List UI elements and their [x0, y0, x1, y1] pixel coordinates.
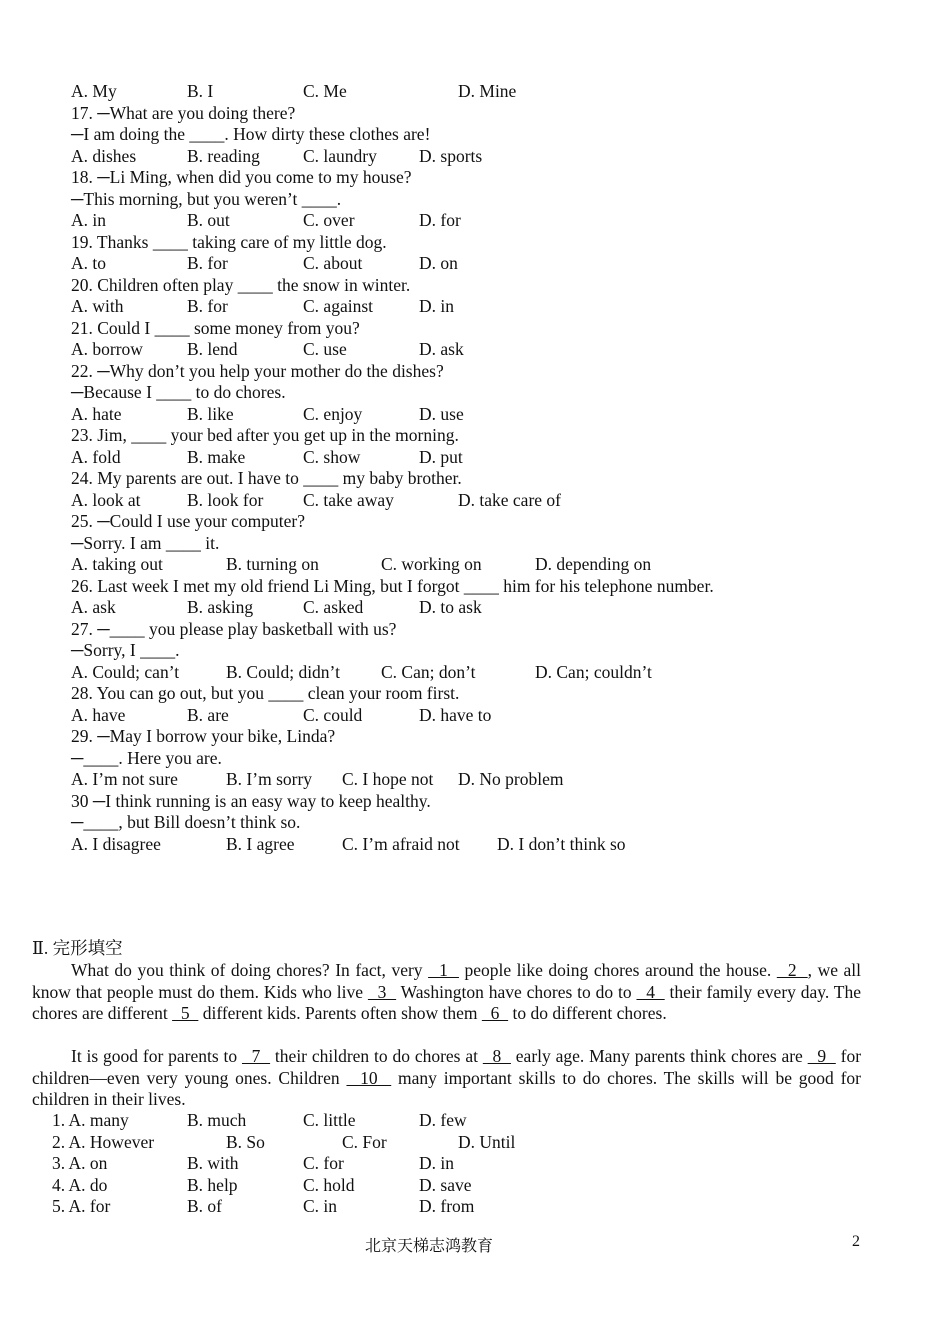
answer-option: D. ask	[419, 339, 464, 359]
section-heading: Ⅱ. 完形填空	[32, 938, 123, 958]
passage-text: different kids. Parents often show them	[198, 1003, 482, 1023]
answer-option: C. over	[303, 210, 355, 230]
answer-option: C. against	[303, 296, 373, 316]
passage-text: , we all know that people must do them. Kids who live	[32, 960, 862, 1002]
answer-option: C. working on	[381, 554, 482, 574]
page-number: 2	[852, 1233, 860, 1250]
answer-option: A. to	[71, 253, 106, 273]
answer-option: D. use	[419, 403, 464, 424]
question-text: 26. Last week I met my old friend Li Ming, but I forgot ____ him for his telephone number.	[71, 575, 714, 596]
answer-option: B. out	[187, 210, 230, 230]
passage-text: Washington have chores to do to	[396, 981, 637, 1002]
question-text: 27. ─____ you please play basketball with us?	[71, 618, 397, 639]
question-text: 23. Jim, ____ your bed after you get up in the morning.	[71, 425, 459, 445]
cloze-option: B. of	[187, 1196, 222, 1216]
answer-option: C. take away	[303, 489, 394, 510]
answer-option: B. look for	[187, 489, 264, 510]
cloze-option: B. much	[187, 1110, 247, 1130]
passage-text: their children to do chores at	[270, 1046, 483, 1066]
question-text: 21. Could I ____ some money from you?	[71, 317, 360, 338]
question-text: ─____. Here you are.	[71, 747, 222, 768]
blank: 2	[776, 960, 808, 980]
answer-option: D. Can; couldn’t	[535, 661, 652, 682]
blank: 4	[636, 981, 665, 1002]
answer-option: A. I’m not sure	[71, 769, 178, 789]
question-text: 22. ─Why don’t you help your mother do the dishes?	[71, 360, 444, 381]
answer-option: B. I’m sorry	[226, 769, 313, 789]
answer-option: A. borrow	[71, 339, 143, 359]
passage-paragraph-2	[32, 1046, 861, 1111]
answer-option: A. with	[71, 296, 124, 316]
answer-option: C. asked	[303, 597, 364, 617]
cloze-option: B. help	[187, 1174, 238, 1195]
cloze-option: 5. A. for	[52, 1196, 111, 1216]
cloze-option: D. save	[419, 1174, 472, 1195]
question-text: 17. ─What are you doing there?	[71, 102, 296, 123]
passage-text: many important skills to do chores. The skills will be good for children in their lives.	[32, 1067, 861, 1109]
cloze-option: D. few	[419, 1110, 467, 1130]
answer-option: D. for	[419, 210, 461, 230]
answer-option: A. have	[71, 704, 126, 725]
answer-option: D. put	[419, 446, 463, 467]
cloze-option: C. for	[303, 1153, 344, 1173]
answer-option: B. lend	[187, 339, 238, 359]
answer-option: B. like	[187, 403, 234, 424]
cloze-option: 1. A. many	[52, 1110, 129, 1130]
question-text: ─This morning, but you weren’t ____.	[71, 188, 342, 209]
question-text: 29. ─May I borrow your bike, Linda?	[71, 726, 336, 746]
answer-option: A. dishes	[71, 145, 137, 166]
answer-option: D. take care of	[458, 489, 561, 510]
blank: 8	[482, 1046, 511, 1066]
answer-option: D. I don’t think so	[497, 833, 626, 854]
answer-option: B. are	[187, 704, 229, 725]
footer-org: 北京天梯志鸿教育	[365, 1238, 494, 1255]
answer-option: D. to ask	[419, 597, 482, 617]
question-text: ─____, but Bill doesn’t think so.	[71, 812, 301, 832]
answer-option: D. have to	[419, 704, 492, 725]
cloze-option: D. in	[419, 1153, 454, 1173]
answer-option: B. Could; didn’t	[226, 661, 340, 682]
answer-option: D. Mine	[458, 81, 517, 101]
answer-option: C. I hope not	[342, 769, 434, 789]
answer-option: C. laundry	[303, 145, 377, 166]
answer-option: A. ask	[71, 597, 116, 617]
answer-option: A. I disagree	[71, 833, 161, 854]
blank: 6	[481, 1003, 509, 1023]
cloze-option: B. with	[187, 1153, 239, 1173]
question-text: 28. You can go out, but you ____ clean your room first.	[71, 683, 460, 703]
cloze-option: B. So	[226, 1131, 265, 1152]
cloze-option: C. little	[303, 1110, 356, 1130]
cloze-option: D. Until	[458, 1131, 516, 1152]
cloze-option: C. For	[342, 1131, 387, 1152]
question-text: ─Sorry. I am ____ it.	[71, 532, 220, 553]
question-text: 25. ─Could I use your computer?	[71, 511, 306, 531]
answer-option: D. depending on	[535, 554, 652, 574]
blank: 1	[428, 960, 459, 980]
passage-text: early age. Many parents think chores are	[510, 1046, 808, 1066]
question-text: 20. Children often play ____ the snow in winter.	[71, 274, 411, 295]
answer-option: D. sports	[419, 145, 483, 166]
answer-option: A. look at	[71, 489, 141, 510]
passage-text: to do different chores.	[508, 1003, 667, 1023]
answer-option: C. use	[303, 339, 347, 359]
answer-option: A. hate	[71, 403, 122, 424]
answer-option: B. reading	[187, 145, 260, 166]
answer-option: D. in	[419, 296, 454, 316]
answer-option: C. Me	[303, 81, 347, 101]
cloze-option: D. from	[419, 1196, 475, 1216]
question-text: 30 ─I think running is an easy way to keep healthy.	[71, 790, 431, 811]
passage-text: What do you think of doing chores? In fact, very	[71, 960, 429, 980]
question-text: ─Sorry, I ____.	[71, 640, 180, 660]
question-text: 19. Thanks ____ taking care of my little dog.	[71, 231, 387, 252]
passage-text: their family every day. The chores are different	[32, 981, 862, 1023]
passage-text: It is good for parents to	[71, 1046, 242, 1066]
answer-option: B. I agree	[226, 833, 295, 854]
answer-option: C. could	[303, 704, 363, 725]
blank: 3	[367, 981, 397, 1002]
answer-option: D. No problem	[458, 769, 564, 789]
blank: 9	[807, 1046, 836, 1066]
passage-paragraph-1	[32, 960, 861, 1025]
answer-option: C. enjoy	[303, 403, 363, 424]
answer-option: D. on	[419, 253, 458, 273]
answer-option: A. taking out	[71, 554, 163, 574]
answer-option: A. fold	[71, 446, 121, 467]
answer-option: A. Could; can’t	[71, 661, 180, 682]
answer-option: C. I’m afraid not	[342, 833, 460, 854]
blank: 10	[346, 1067, 392, 1088]
answer-option: A. My	[71, 81, 117, 101]
answer-option: B. for	[187, 253, 228, 273]
answer-option: B. I	[187, 81, 214, 101]
cloze-option: C. hold	[303, 1174, 355, 1195]
question-text: 18. ─Li Ming, when did you come to my house?	[71, 167, 412, 187]
cloze-option: 2. A. However	[52, 1131, 155, 1152]
blank: 5	[172, 1003, 199, 1023]
cloze-option: 3. A. on	[52, 1153, 108, 1173]
answer-option: A. in	[71, 210, 106, 230]
answer-option: B. make	[187, 446, 246, 467]
cloze-option: 4. A. do	[52, 1174, 108, 1195]
answer-option: C. Can; don’t	[381, 661, 476, 682]
blank: 7	[241, 1046, 271, 1066]
answer-option: B. turning on	[226, 554, 319, 574]
answer-option: C. about	[303, 253, 363, 273]
passage-text: people like doing chores around the house.	[458, 960, 777, 980]
answer-option: C. show	[303, 446, 361, 467]
question-text: 24. My parents are out. I have to ____ my baby brother.	[71, 468, 462, 488]
cloze-option: C. in	[303, 1196, 338, 1216]
question-text: ─Because I ____ to do chores.	[71, 382, 286, 402]
answer-option: B. for	[187, 296, 228, 316]
answer-option: B. asking	[187, 597, 254, 617]
question-text: ─I am doing the ____. How dirty these clothes are!	[71, 124, 431, 144]
passage-text: for children—even very young ones. Children	[32, 1046, 862, 1088]
